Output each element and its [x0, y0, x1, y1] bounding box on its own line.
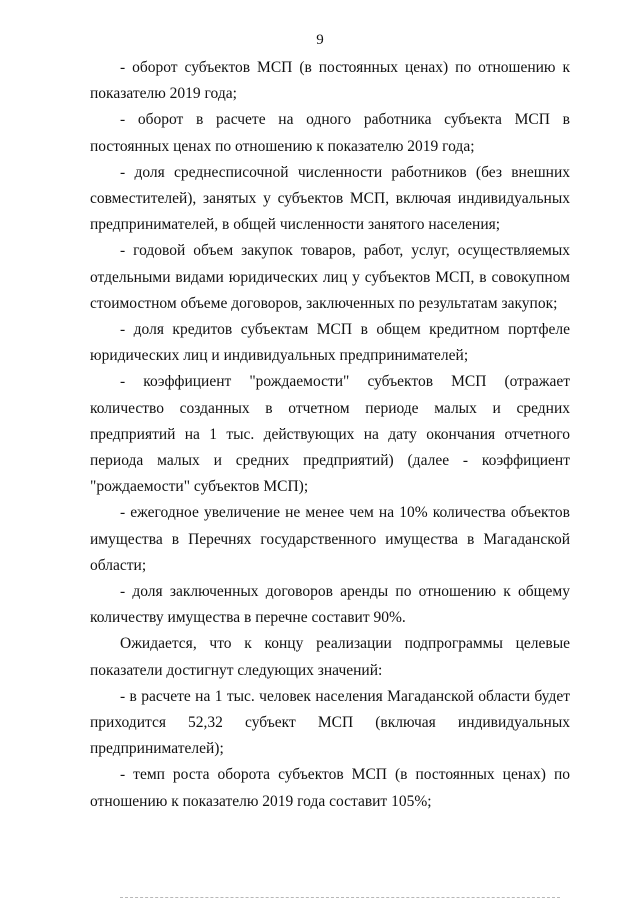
paragraph-per-thousand-population: - в расчете на 1 тыс. человек населения Магаданской области будет приходится 52,32 субъект МСП (включая индивидуальных предпринимателей); [90, 687, 570, 758]
paragraph-employment-share: - доля среднесписочной численности работников (без внешних совместителей), занятых у субъектов МСП, включая индивидуальных предпринимателей, в общей численности занятого населения; [90, 163, 570, 234]
paragraph-turnover-growth: - темп роста оборота субъектов МСП (в постоянных ценах) по отношению к показателю 2019 года составит 105%; [90, 766, 570, 810]
paragraph-credit-share: - доля кредитов субъектам МСП в общем кредитном портфеле юридических лиц и индивидуальных предпринимателей; [90, 321, 570, 365]
scan-bottom-edge [120, 897, 560, 898]
document-body [90, 55, 570, 815]
paragraph-expected-results: Ожидается, что к концу реализации подпрограммы целевые показатели достигнут следующих значений: [90, 635, 570, 679]
paragraph-lease-share: - доля заключенных договоров аренды по отношению к общему количеству имущества в перечне составит 90%. [90, 583, 570, 627]
page-number: 9 [316, 32, 324, 48]
paragraph-procurement-volume: - годовой объем закупок товаров, работ, услуг, осуществляемых отдельными видами юридических лиц у субъектов МСП, в совокупном стоимостном объеме договоров, заключенных по результатам закупок; [90, 242, 570, 312]
paragraph-turnover-per-worker: - оборот в расчете на одного работника субъекта МСП в постоянных ценах по отношению к показателю 2019 года; [90, 111, 570, 155]
paragraph-birth-rate-coefficient: - коэффициент "рождаемости" субъектов МСП (отражает количество созданных в отчетном периоде малых и средних предприятий на 1 тыс. действующих на дату окончания отчетного периода малых и средних предприятий) (далее - коэффициент "рождаемости" субъектов МСП); [90, 373, 570, 496]
paragraph-property-increase: - ежегодное увеличение не менее чем на 10% количества объектов имущества в Перечнях государственного имущества в Магаданской области; [90, 504, 570, 574]
paragraph-turnover: - оборот субъектов МСП (в постоянных ценах) по отношению к показателю 2019 года; [90, 59, 570, 103]
